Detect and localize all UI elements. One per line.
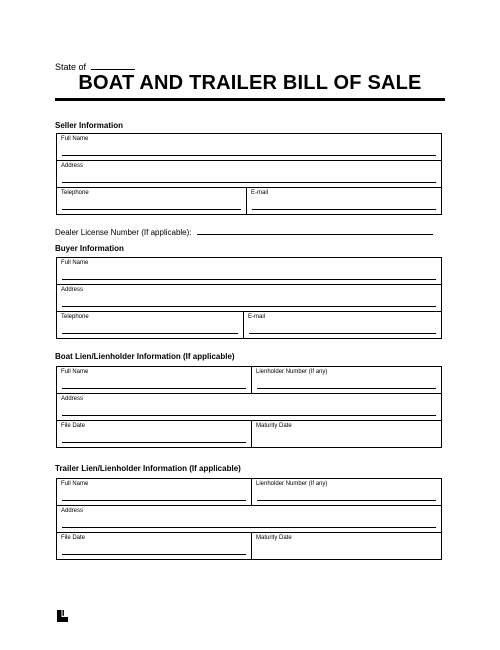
seller-telephone-field[interactable] [57, 188, 247, 215]
dealer-license-label: Dealer License Number (If applicable): [55, 228, 192, 237]
fill-line [62, 306, 436, 307]
fill-line [62, 415, 436, 416]
state-blank-line[interactable] [91, 69, 135, 70]
boat-lien-maturity-date-field[interactable] [252, 421, 442, 448]
buyer-info-table [56, 257, 442, 339]
trailer-lien-file-date-field[interactable] [57, 533, 252, 560]
field-label: E-mail [251, 190, 269, 196]
fill-line [62, 388, 246, 389]
fill-line [62, 155, 436, 156]
buyer-full-name-field[interactable] [57, 258, 442, 285]
title-underline [55, 98, 445, 101]
state-label: State of [55, 62, 87, 72]
field-label: File Date [61, 535, 86, 541]
trailer-lien-section-heading: Trailer Lien/Lienholder Information (If applicable) [55, 464, 241, 473]
legal-templates-logo-icon [57, 610, 68, 622]
field-label: Lienholder Number (If any) [256, 369, 328, 375]
field-label: Address [61, 396, 84, 402]
buyer-section-heading: Buyer Information [55, 244, 124, 253]
boat-lien-table [56, 366, 442, 448]
state-field [55, 62, 135, 72]
boat-lien-address-field[interactable] [57, 394, 442, 421]
field-label: Address [61, 508, 84, 514]
field-label: Lienholder Number (If any) [256, 481, 328, 487]
buyer-email-field[interactable] [244, 312, 442, 339]
fill-line [62, 182, 436, 183]
trailer-lien-table [56, 478, 442, 560]
fill-line [252, 209, 436, 210]
field-label: Address [61, 163, 84, 169]
buyer-telephone-field[interactable] [57, 312, 244, 339]
field-label: File Date [61, 423, 86, 429]
field-label: Full Name [61, 260, 89, 266]
boat-lienholder-number-field[interactable] [252, 367, 442, 394]
fill-line [62, 527, 436, 528]
trailer-lien-maturity-date-field[interactable] [252, 533, 442, 560]
boat-lien-full-name-field[interactable] [57, 367, 252, 394]
seller-info-table [56, 133, 442, 215]
field-label: Telephone [61, 314, 89, 320]
field-label: E-mail [248, 314, 266, 320]
field-label: Full Name [61, 136, 89, 142]
fill-line [62, 279, 436, 280]
fill-line [249, 333, 436, 334]
fill-line [62, 442, 246, 443]
field-label: Maturity Date [256, 535, 292, 541]
field-label: Address [61, 287, 84, 293]
field-label: Full Name [61, 369, 89, 375]
trailer-lien-full-name-field[interactable] [57, 479, 252, 506]
fill-line [257, 500, 436, 501]
field-label: Telephone [61, 190, 89, 196]
seller-section-heading: Seller Information [55, 121, 124, 130]
dealer-license-blank-line[interactable] [197, 234, 433, 235]
trailer-lienholder-number-field[interactable] [252, 479, 442, 506]
fill-line [62, 333, 238, 334]
fill-line [257, 388, 436, 389]
fill-line [62, 500, 246, 501]
field-label: Full Name [61, 481, 89, 487]
buyer-address-field[interactable] [57, 285, 442, 312]
document-title: BOAT AND TRAILER BILL OF SALE [78, 72, 422, 94]
fill-line [62, 209, 241, 210]
dealer-license-field [55, 228, 433, 237]
fill-line [62, 554, 246, 555]
boat-lien-section-heading: Boat Lien/Lienholder Information (If applicable) [55, 352, 235, 361]
field-label: Maturity Date [256, 423, 292, 429]
boat-lien-file-date-field[interactable] [57, 421, 252, 448]
seller-full-name-field[interactable] [57, 134, 442, 161]
seller-address-field[interactable] [57, 161, 442, 188]
trailer-lien-address-field[interactable] [57, 506, 442, 533]
seller-email-field[interactable] [247, 188, 442, 215]
